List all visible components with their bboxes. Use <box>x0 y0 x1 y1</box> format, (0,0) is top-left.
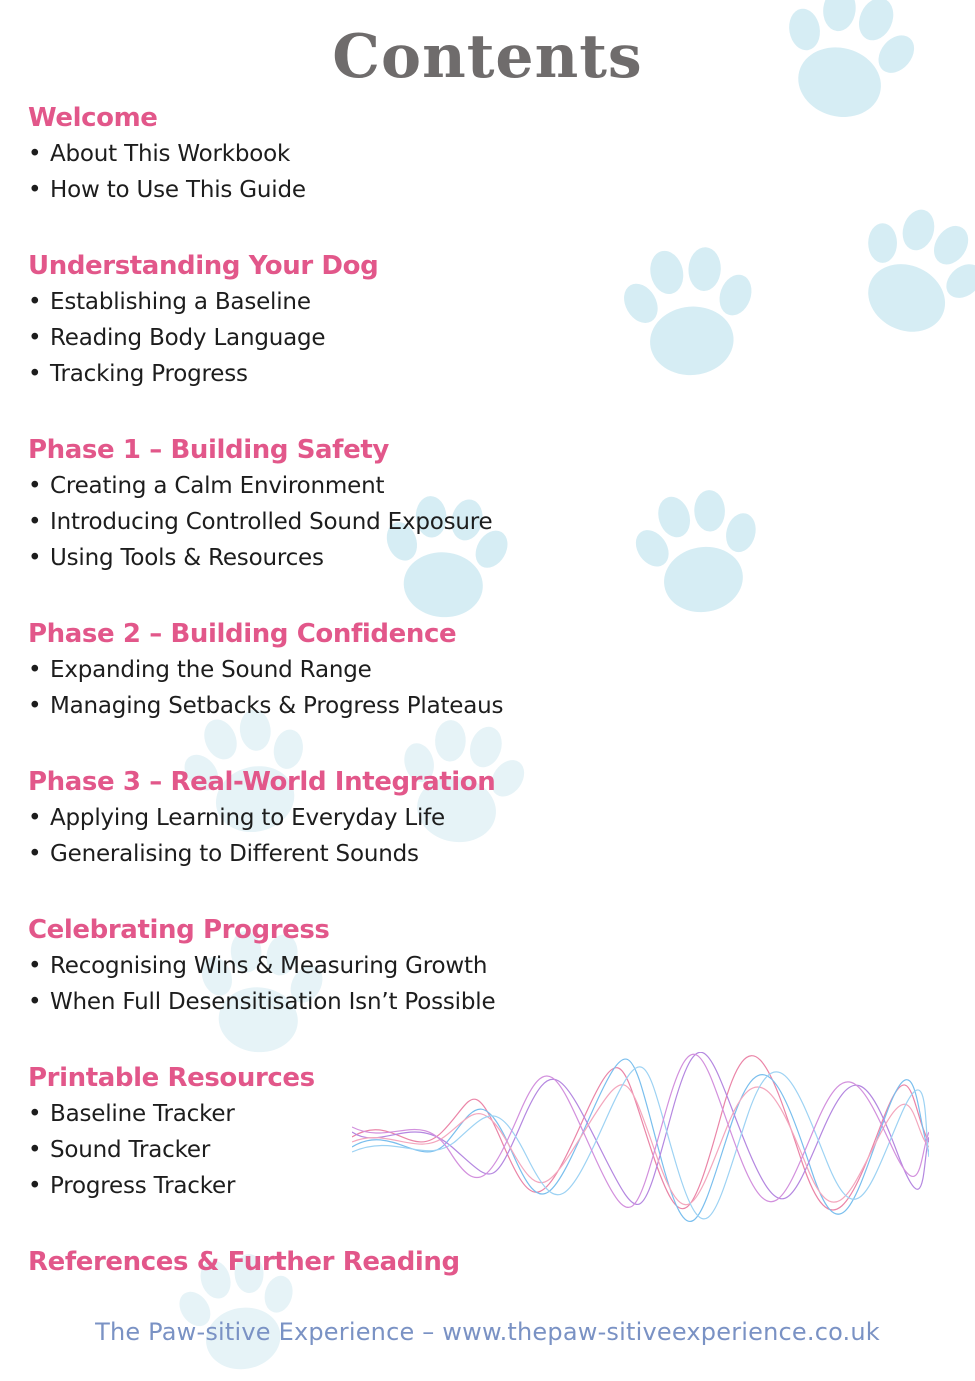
section-heading: Phase 3 – Real-World Integration <box>28 767 496 797</box>
paw-icon <box>614 241 765 381</box>
section-list <box>28 468 493 576</box>
list-item: • Managing Setbacks & Progress Plateaus <box>28 688 503 724</box>
section-heading: Welcome <box>28 103 158 133</box>
bullet-icon: • <box>28 1101 42 1127</box>
bullet-icon: • <box>28 841 42 867</box>
section-list <box>28 284 378 392</box>
section-heading: References & Further Reading <box>28 1247 460 1277</box>
bullet-icon: • <box>28 361 42 387</box>
section-heading: Phase 1 – Building Safety <box>28 435 389 465</box>
list-item: • Expanding the Sound Range <box>28 652 503 688</box>
footer-text: The Paw-sitive Experience – www.thepaw-sitiveexperience.co.uk <box>95 1318 880 1346</box>
list-item: • How to Use This Guide <box>28 172 306 208</box>
list-item: • Reading Body Language <box>28 320 378 356</box>
page-title: Contents <box>332 22 643 92</box>
list-item: • Sound Tracker <box>28 1132 315 1168</box>
section-understanding-your-dog <box>28 248 378 392</box>
section-list <box>28 800 495 872</box>
list-item: • Applying Learning to Everyday Life <box>28 800 495 836</box>
bullet-icon: • <box>28 693 42 719</box>
section-list <box>28 652 503 724</box>
paw-icon <box>623 480 775 623</box>
bullet-icon: • <box>28 141 42 167</box>
list-item: • Baseline Tracker <box>28 1096 315 1132</box>
list-item: • Generalising to Different Sounds <box>28 836 495 872</box>
paw-icon <box>833 189 975 355</box>
section-list <box>28 1096 315 1204</box>
bullet-icon: • <box>28 325 42 351</box>
section-heading: Phase 2 – Building Confidence <box>28 619 457 649</box>
list-item: • Introducing Controlled Sound Exposure <box>28 504 493 540</box>
section-phase-1 <box>28 432 493 576</box>
list-item: • Using Tools & Resources <box>28 540 493 576</box>
section-heading: Understanding Your Dog <box>28 251 379 281</box>
list-item: • When Full Desensitisation Isn’t Possible <box>28 984 495 1020</box>
list-item: • Creating a Calm Environment <box>28 468 493 504</box>
section-heading: Celebrating Progress <box>28 915 330 945</box>
bullet-icon: • <box>28 805 42 831</box>
list-item: • Progress Tracker <box>28 1168 315 1204</box>
bullet-icon: • <box>28 953 42 979</box>
sound-wave-graphic <box>352 1052 929 1230</box>
bullet-icon: • <box>28 509 42 535</box>
section-printable-resources <box>28 1060 315 1204</box>
list-item: • Tracking Progress <box>28 356 378 392</box>
section-heading: Printable Resources <box>28 1063 315 1093</box>
list-item: • Recognising Wins & Measuring Growth <box>28 948 495 984</box>
section-list <box>28 948 495 1020</box>
bullet-icon: • <box>28 473 42 499</box>
section-welcome <box>28 100 306 208</box>
bullet-icon: • <box>28 177 42 203</box>
bullet-icon: • <box>28 657 42 683</box>
section-phase-3 <box>28 764 495 872</box>
section-references <box>28 1244 460 1280</box>
section-list <box>28 136 306 208</box>
section-celebrating-progress <box>28 912 495 1020</box>
list-item: • Establishing a Baseline <box>28 284 378 320</box>
bullet-icon: • <box>28 1173 42 1199</box>
bullet-icon: • <box>28 1137 42 1163</box>
bullet-icon: • <box>28 989 42 1015</box>
list-item: • About This Workbook <box>28 136 306 172</box>
section-phase-2 <box>28 616 503 724</box>
bullet-icon: • <box>28 545 42 571</box>
bullet-icon: • <box>28 289 42 315</box>
